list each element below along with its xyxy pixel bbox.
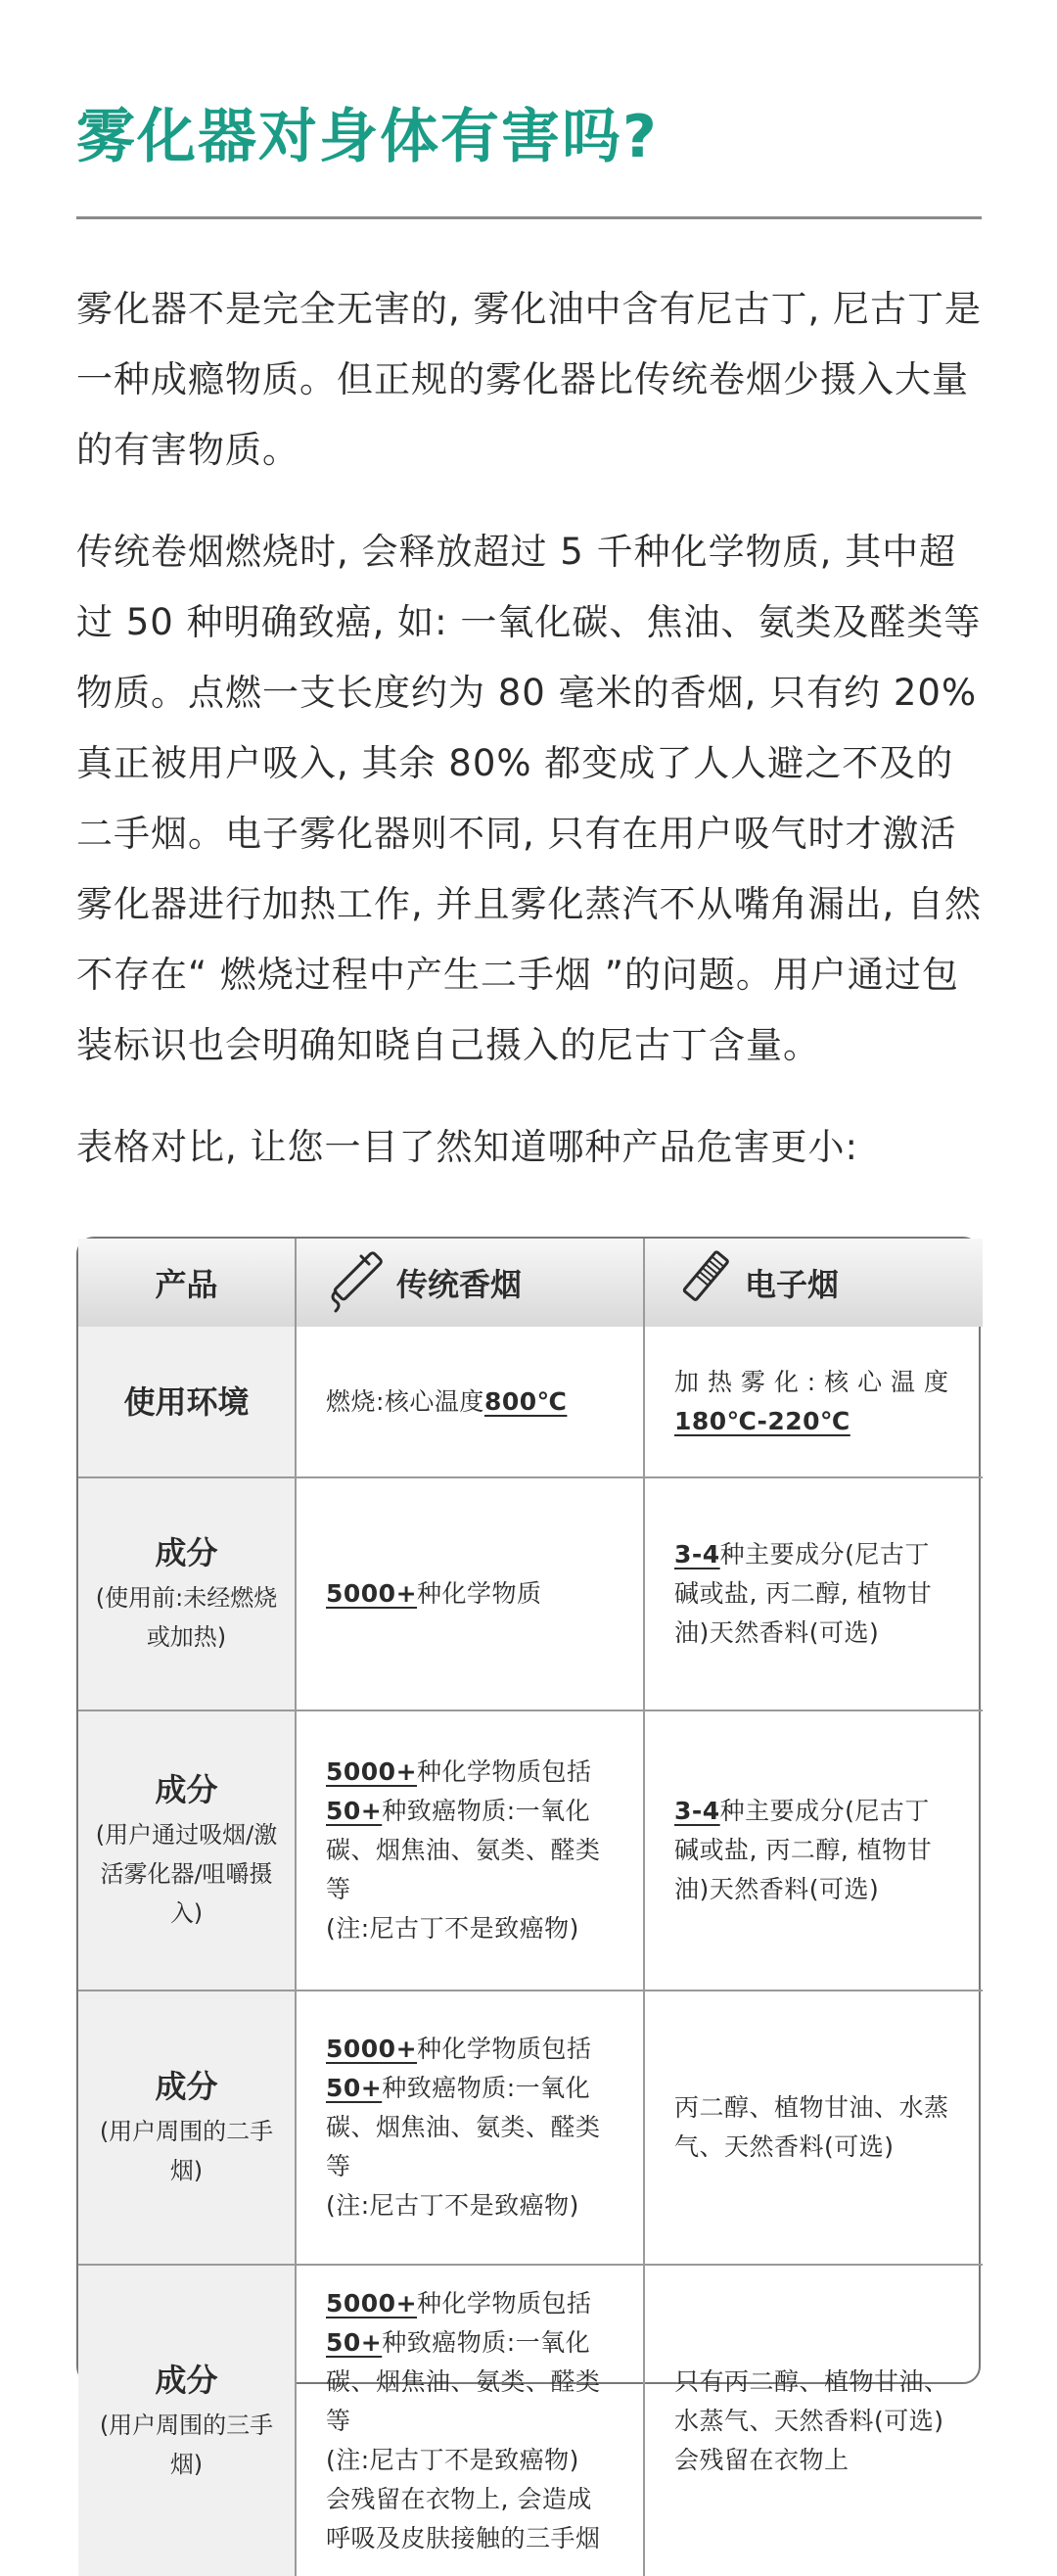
highlight-figure: 5000+ <box>326 1757 418 1786</box>
cigarette-cell: 5000+种化学物质包括 50+种致癌物质:一氧化 碳、烟焦油、氨类、醛类等 (注:尼古丁不是致癌物) <box>296 1710 644 1991</box>
paragraph-details: 传统卷烟燃烧时, 会释放超过 5 千种化学物质, 其中超过 50 种明确致癌, 如: 一氧化碳、焦油、氨类及醛类等物质。点燃一支长度约为 80 毫米的香烟, 只有约 20% 真正被用户吸入, 其余 80% 都变成了人人避之不及的二手烟。电子雾化器则不同, 只有在用户吸气时才激活雾化器进行加热工作, 并且雾化蒸汽不从嘴角漏出, 自然不存在“ 燃烧过程中产生二手烟 ”的问题。用户通过包装标识也会明确知晓自己摄入的尼古丁含量。 <box>76 531 983 1066</box>
e-cigarette-icon <box>674 1252 731 1313</box>
table-header-row <box>78 1239 983 1327</box>
highlight-figure: 50+ <box>326 1797 383 1825</box>
cigarette-cell: 5000+种化学物质包括 50+种致癌物质:一氧化 碳、烟焦油、氨类、醛类等 (注:尼古丁不是致癌物) <box>296 1991 644 2265</box>
ecig-cell: 3-4种主要成分(尼古丁 碱或盐, 丙二醇, 植物甘 油)天然香料(可选) <box>644 1710 983 1991</box>
highlight-figure: 800℃ <box>483 1386 568 1416</box>
row-label-cell <box>78 2265 296 2576</box>
page-title: 雾化器对身体有害吗? <box>76 103 659 171</box>
row-label: 成分 <box>155 1534 218 1571</box>
row-sublabel: (用户通过吸烟/激活雾化器/咀嚼摄入) <box>95 1821 278 1927</box>
title-divider <box>76 216 982 219</box>
highlight-figure: 5000+ <box>326 2288 418 2318</box>
paragraph-intro: 雾化器不是完全无害的, 雾化油中含有尼古丁, 尼古丁是一种成瘾物质。但正规的雾化器比传统卷烟少摄入大量的有害物质。 <box>76 288 983 471</box>
highlight-figure: 5000+ <box>326 2035 418 2063</box>
header-ecig <box>644 1239 983 1327</box>
header-product-label: 产品 <box>155 1266 218 1303</box>
highlight-figure: 3-4 <box>674 1797 720 1825</box>
row-label-cell <box>78 1991 296 2265</box>
comparison-table <box>76 1237 981 2553</box>
header-cigarette <box>296 1239 644 1327</box>
row-sublabel: (用户周围的二手烟) <box>99 2118 274 2184</box>
cigarette-cell: 5000+种化学物质包括 50+种致癌物质:一氧化 碳、烟焦油、氨类、醛类等 (注:尼古丁不是致癌物) 会残留在衣物上, 会造成 呼吸及皮肤接触的三手烟 <box>296 2265 644 2576</box>
row-label-cell <box>78 1327 296 1477</box>
ecig-cell: 3-4种主要成分(尼古丁 碱或盐, 丙二醇, 植物甘 油)天然香料(可选) <box>644 1477 983 1710</box>
header-ecig-label: 电子烟 <box>745 1266 840 1303</box>
row-sublabel: (使用前:未经燃烧或加热) <box>95 1584 278 1651</box>
row-label: 成分 <box>155 2068 218 2105</box>
table-row <box>78 1991 983 2265</box>
paragraph-table-intro: 表格对比, 让您一目了然知道哪种产品危害更小: <box>76 1126 858 1168</box>
row-label: 成分 <box>155 2361 218 2399</box>
highlight-figure: 50+ <box>326 2327 383 2357</box>
row-label: 使用环境 <box>123 1382 250 1421</box>
row-label: 成分 <box>155 1771 218 1808</box>
cigarette-cell: 燃烧:核心温度800℃ <box>296 1327 644 1477</box>
highlight-figure: 5000+ <box>326 1579 418 1608</box>
highlight-figure: 50+ <box>326 2074 383 2102</box>
row-sublabel: (用户周围的三手烟) <box>99 2411 274 2478</box>
table-row <box>78 2265 983 2576</box>
cigarette-icon <box>326 1252 383 1313</box>
highlight-figure: 180℃-220℃ <box>674 1406 850 1435</box>
header-cigarette-label: 传统香烟 <box>396 1266 523 1303</box>
cigarette-cell: 5000+种化学物质 <box>296 1477 644 1710</box>
ecig-cell: 加 热 雾 化 : 核 心 温 度 180℃-220℃ <box>644 1327 983 1477</box>
header-product <box>78 1239 296 1327</box>
table-row <box>78 1710 983 1991</box>
table-row <box>78 1477 983 1710</box>
row-label-cell <box>78 1477 296 1710</box>
ecig-cell: 丙二醇、植物甘油、水蒸 气、天然香料(可选) <box>644 1991 983 2265</box>
table-row <box>78 1327 983 1477</box>
ecig-cell: 只有丙二醇、植物甘油、 水蒸气、天然香料(可选) 会残留在衣物上 <box>644 2265 983 2576</box>
row-label-cell <box>78 1710 296 1991</box>
article-body <box>76 274 987 1214</box>
highlight-figure: 3-4 <box>674 1540 720 1569</box>
